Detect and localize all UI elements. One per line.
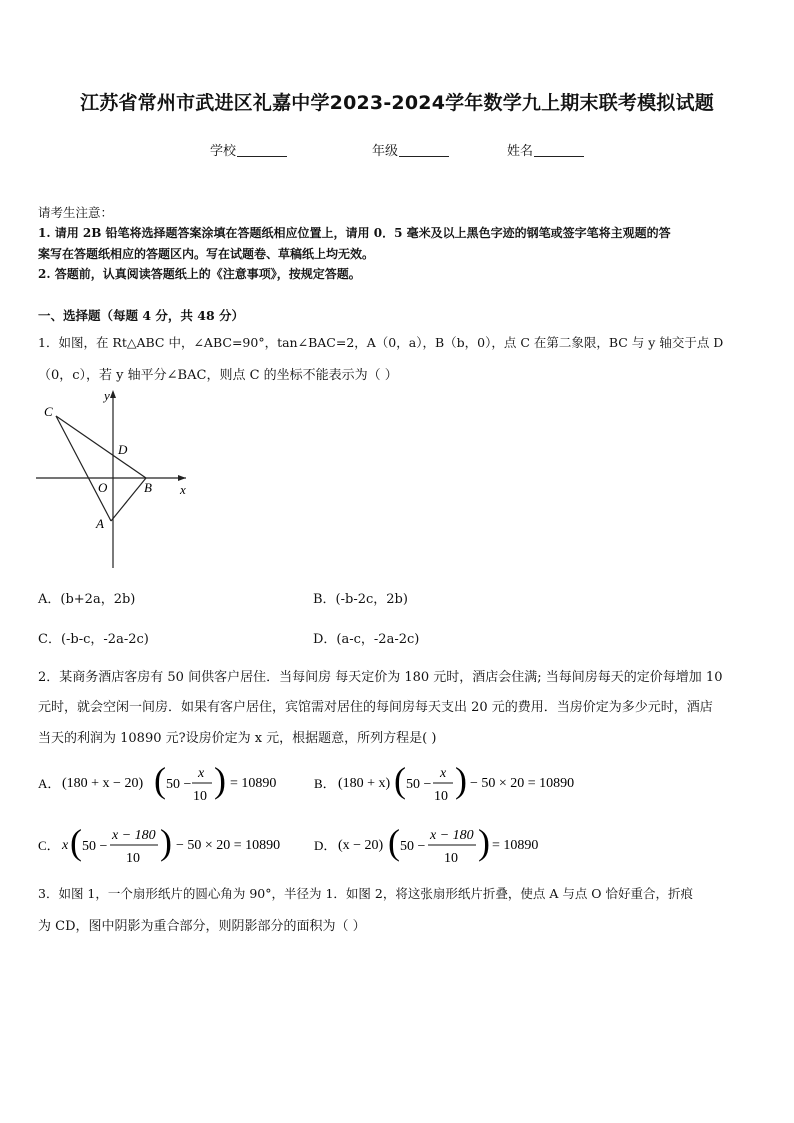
q1-option-b: B．(-b-2c，2b) — [313, 592, 408, 607]
frac-num: x − 180 — [430, 828, 474, 843]
expr-post: − 50 × 20 = 10890 — [176, 838, 281, 853]
label-d: D — [118, 442, 128, 457]
segment-cb — [56, 416, 146, 478]
name-blank — [534, 143, 584, 157]
expr-fifty: 50 − — [82, 839, 108, 854]
notice-line-3: 2. 答题前，认真阅读答题纸上的《注意事项》，按规定答题。 — [38, 267, 361, 281]
frac-den: 10 — [444, 851, 458, 866]
expr-post: = 10890 — [492, 838, 539, 853]
expr-fifty: 50 − — [400, 839, 426, 854]
expr-post: − 50 × 20 = 10890 — [470, 776, 575, 791]
notice-line-2: 案写在答题纸相应的答题区内。写在试题卷、草稿纸上均无效。 — [38, 247, 375, 261]
x-axis-arrow — [178, 475, 186, 481]
grade-blank — [399, 143, 449, 157]
frac-den: 10 — [193, 789, 207, 804]
q1-line-1: 1．如图，在 Rt△ABC 中，∠ABC=90°，tan∠BAC=2，A（0，a），B（b，0），点 C 在第二象限，BC 与 y 轴交于点 D — [38, 335, 724, 350]
q2-option-b — [312, 760, 602, 806]
q2-option-a — [36, 760, 306, 806]
right-paren: ) — [214, 760, 226, 800]
frac-num: x — [440, 766, 447, 781]
grade-label: 年级 — [372, 144, 399, 159]
option-label: C． — [38, 838, 60, 853]
notice-heading: 请考生注意： — [38, 205, 114, 220]
right-paren: ) — [478, 822, 490, 862]
grade-field — [372, 140, 449, 159]
q1-option-a: A．(b+2a，2b) — [38, 592, 136, 607]
q2-line-2: 元时，就会空闲一间房．如果有客户居住，宾馆需对居住的每间房每天支出 20 元的费用．当房价定为多少元时，酒店 — [38, 700, 713, 715]
page-title: 江苏省常州市武进区礼嘉中学2023-2024学年数学九上期末联考模拟试题 — [80, 92, 714, 114]
y-axis-arrow — [110, 390, 116, 398]
frac-den: 10 — [126, 851, 140, 866]
expr-fifty: 50 − — [406, 777, 432, 792]
frac-num: x − 180 — [112, 828, 156, 843]
q2-option-d — [312, 822, 572, 868]
school-field — [210, 140, 287, 159]
q1-line-2: （0，c），若 y 轴平分∠BAC，则点 C 的坐标不能表示为（ ） — [38, 368, 398, 383]
label-b: B — [144, 480, 152, 495]
q1-figure — [36, 386, 196, 570]
school-blank — [237, 143, 287, 157]
expr-pre: x — [62, 838, 69, 853]
right-paren: ) — [455, 760, 467, 800]
label-o: O — [98, 480, 108, 495]
segment-ab — [111, 478, 146, 521]
expr-post: = 10890 — [230, 776, 277, 791]
label-a: A — [96, 516, 104, 531]
expr-fifty: 50 − — [166, 777, 192, 792]
notice-line-1: 1. 请用 2B 铅笔将选择题答案涂填在答题纸相应位置上，请用 0．5 毫米及以上黑色字迹的钢笔或签字笔将主观题的答 — [38, 226, 671, 240]
label-y: y — [104, 388, 110, 403]
frac-den: 10 — [434, 789, 448, 804]
label-c: C — [44, 404, 53, 419]
option-label: A． — [38, 776, 61, 791]
q2-line-3: 当天的利润为 10890 元?设房价定为 x 元，根据题意，所列方程是( ) — [38, 731, 437, 746]
left-paren: ( — [154, 760, 166, 800]
q2-option-c — [36, 822, 306, 868]
q3-line-2: 为 CD，图中阴影为重合部分，则阴影部分的面积为（ ） — [38, 919, 366, 934]
right-paren: ) — [160, 822, 172, 862]
school-label: 学校 — [210, 144, 237, 159]
label-x: x — [180, 482, 186, 497]
section-heading: 一、选择题（每题 4 分，共 48 分） — [38, 308, 245, 323]
expr-pre: (180 + x) — [338, 776, 391, 791]
expr-pre: (180 + x − 20) — [62, 776, 144, 791]
option-label: D． — [314, 838, 337, 853]
segment-ca — [56, 416, 111, 521]
option-label: B． — [314, 776, 336, 791]
left-paren: ( — [70, 822, 82, 862]
q3-line-1: 3．如图 1，一个扇形纸片的圆心角为 90°，半径为 1．如图 2，将这张扇形纸片折叠，使点 A 与点 O 恰好重合，折痕 — [38, 886, 694, 901]
name-field — [507, 140, 584, 159]
frac-num: x — [198, 766, 205, 781]
q1-option-d: D．(a-c，-2a-2c) — [313, 632, 420, 647]
expr-pre: (x − 20) — [338, 838, 384, 853]
q2-line-1: 2．某商务酒店客房有 50 间供客户居住．当每间房 每天定价为 180 元时，酒店会住满; 当每间房每天的定价每增加 10 — [38, 670, 723, 685]
q1-option-c: C．(-b-c，-2a-2c) — [38, 632, 149, 647]
left-paren: ( — [394, 760, 406, 800]
left-paren: ( — [388, 822, 400, 862]
name-label: 姓名 — [507, 144, 534, 159]
